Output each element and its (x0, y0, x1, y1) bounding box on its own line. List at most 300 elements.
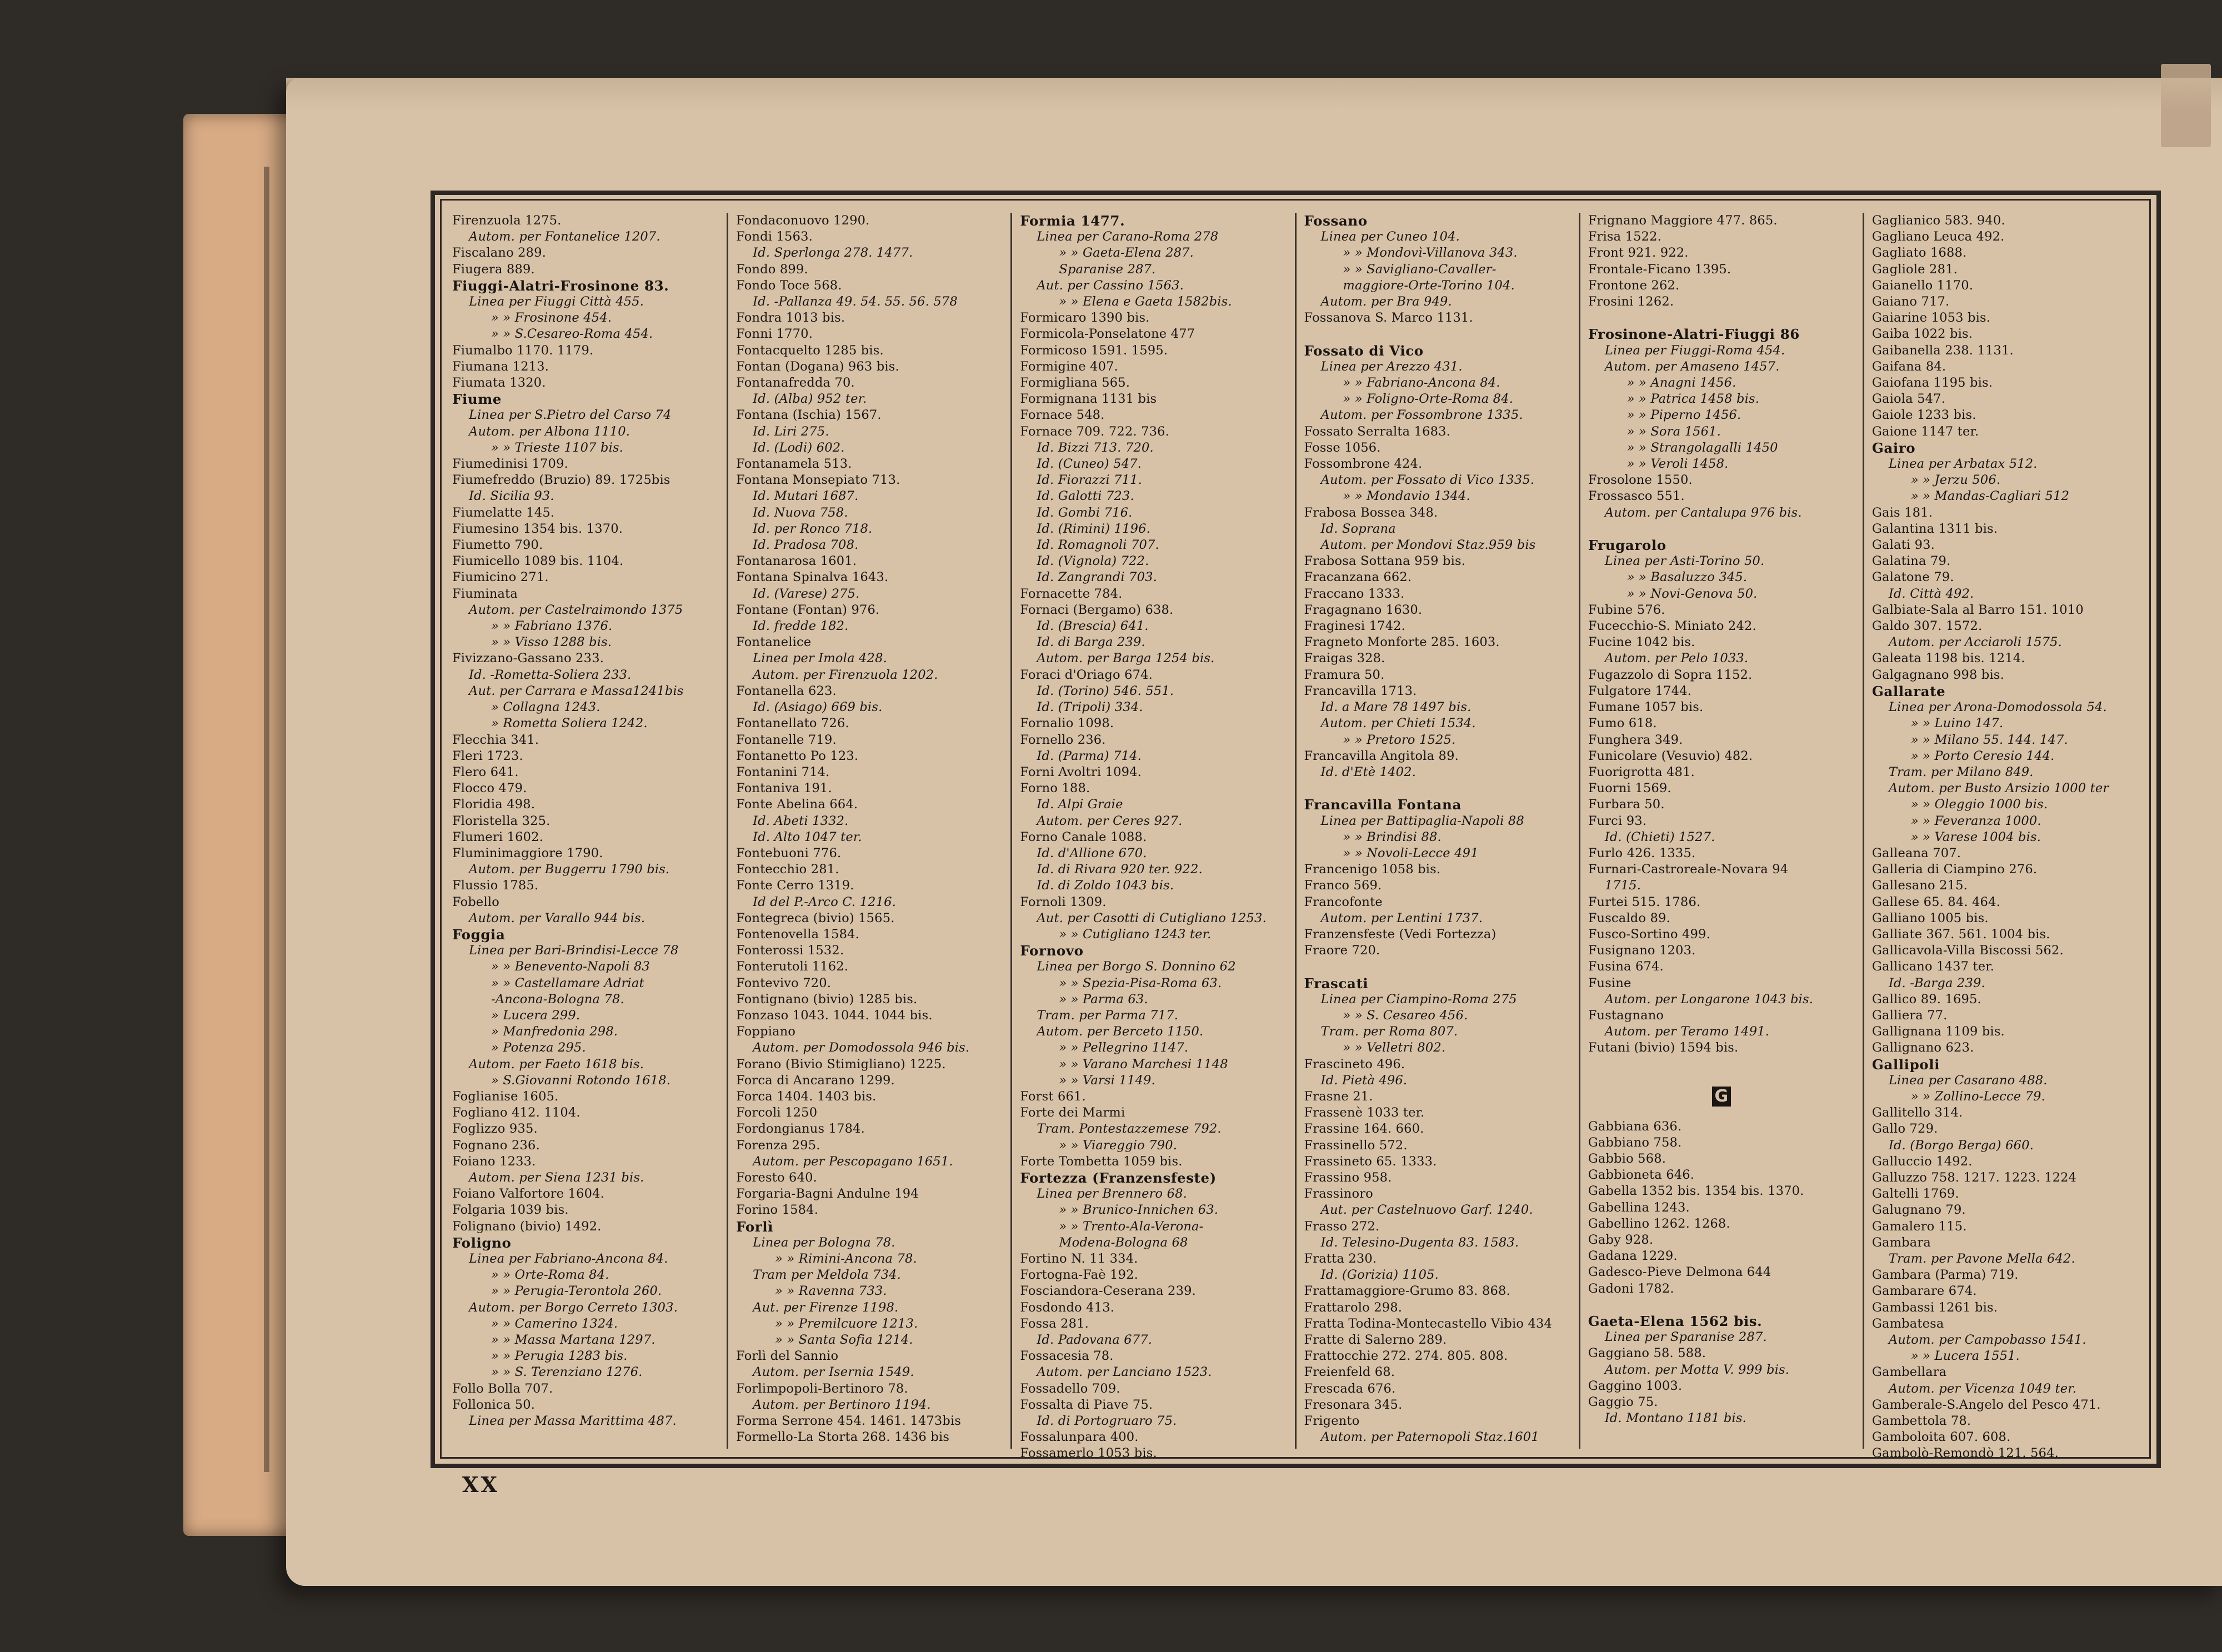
index-entry: Gagliole 281. (1871, 262, 1958, 277)
index-entry: Id. fredde 182. (753, 619, 849, 634)
index-entry: Forca di Ancarano 1299. (736, 1073, 895, 1088)
index-entry: Id. Gombi 716. (1037, 505, 1133, 520)
index-entry: » » Pretoro 1525. (1343, 732, 1456, 747)
index-entry: » S.Giovanni Rotondo 1618. (491, 1073, 671, 1088)
index-heading: Fornovo (1020, 943, 1084, 959)
index-entry: Gabbiana 636. (1588, 1119, 1682, 1134)
index-heading: Frugarolo (1588, 537, 1666, 554)
index-entry: Gabellino 1262. 1268. (1588, 1216, 1730, 1231)
index-entry: » Collagna 1243. (491, 700, 600, 715)
timetable-index (444, 213, 2146, 1461)
index-entry: Galtelli 1769. (1871, 1187, 1959, 1202)
index-entry (1304, 780, 1571, 797)
index-entry: Frassine 164. 660. (1304, 1122, 1424, 1137)
index-entry: Fontevivo 720. (736, 975, 832, 990)
index-entry: Forca 1404. 1403 bis. (736, 1089, 877, 1104)
index-entry: Gaiba 1022 bis. (1871, 327, 1973, 342)
index-entry: Fiuminata (452, 586, 518, 601)
index-entry: » » Trieste 1107 bis. (491, 440, 624, 455)
index-entry: -Ancona-Bologna 78. (491, 992, 624, 1007)
index-entry: Fiumesino 1354 bis. 1370. (452, 521, 623, 536)
index-entry: Forni Avoltri 1094. (1020, 764, 1142, 779)
index-entry: Linea per Massa Marittima 487. (469, 1414, 677, 1429)
index-entry: Fumo 618. (1588, 716, 1657, 731)
index-entry: Aut. per Carrara e Massa1241bis (469, 683, 684, 698)
index-entry: Linea per Fiuggi Città 455. (469, 294, 644, 309)
index-entry: Fognano 236. (452, 1138, 540, 1153)
index-entry: Tram. per Parma 717. (1037, 1008, 1179, 1023)
index-entry: Fontebuoni 776. (736, 845, 842, 860)
index-entry: Id. Telesino-Dugenta 83. 1583. (1320, 1235, 1519, 1250)
index-entry: Linea per Arbatax 512. (1888, 457, 2038, 472)
index-entry: » » Orte-Roma 84. (491, 1268, 609, 1283)
index-entry: Fontaniva 191. (736, 781, 832, 796)
index-entry: Fossacesia 78. (1020, 1349, 1114, 1364)
index-heading: Fossano (1304, 213, 1368, 229)
index-entry: Gaby 928. (1588, 1232, 1654, 1247)
index-entry: Follonica 50. (452, 1397, 536, 1412)
index-entry: Galleana 707. (1871, 845, 1961, 860)
index-entry: Gabbiano 758. (1588, 1135, 1682, 1150)
index-entry: Folignano (bivio) 1492. (452, 1219, 602, 1234)
index-entry: Autom. per Firenzuola 1202. (753, 667, 938, 682)
index-entry: Aut. per Cassino 1563. (1037, 278, 1184, 293)
index-entry: Fontana Monsepiato 713. (736, 473, 900, 488)
index-entry: Id. -Rometta-Soliera 233. (469, 667, 632, 682)
index-entry: Fossalunpara 400. (1020, 1430, 1139, 1445)
index-entry: Fontana Spinalva 1643. (736, 570, 889, 585)
index-entry: Id. Galotti 723. (1037, 489, 1134, 504)
index-entry: » » Perugia 1283 bis. (491, 1349, 628, 1364)
index-entry: Fuorni 1569. (1588, 781, 1671, 796)
index-entry: » » Veroli 1458. (1627, 457, 1729, 472)
index-entry: Gambellara (1871, 1365, 1947, 1380)
index-column (1580, 213, 1864, 1449)
index-entry: Linea per Bologna 78. (753, 1235, 895, 1250)
index-entry: » » Benevento-Napoli 83 (491, 959, 650, 974)
index-entry: Gaione 1147 ter. (1871, 424, 1979, 439)
index-entry (1304, 326, 1571, 342)
index-entry: Id. Romagnoli 707. (1037, 538, 1159, 553)
index-entry: Tram per Meldola 734. (753, 1268, 902, 1283)
index-entry: » » Frosinone 454. (491, 311, 612, 326)
index-entry: Gaibanella 238. 1131. (1871, 343, 2014, 358)
index-entry: Fornacette 784. (1020, 586, 1123, 601)
index-entry: Futani (bivio) 1594 bis. (1588, 1040, 1739, 1055)
index-entry: Linea per Arona-Domodossola 54. (1888, 700, 2107, 715)
index-entry: Autom. per Paternopoli Staz.1601 (1320, 1430, 1539, 1445)
index-entry: Galdo 307. 1572. (1871, 619, 1983, 634)
index-entry: Francavilla Angitola 89. (1304, 748, 1459, 763)
index-entry: » » S. Terenziano 1276. (491, 1365, 643, 1380)
index-entry: Flero 641. (452, 764, 519, 779)
index-entry: Autom. per Acciaroli 1575. (1888, 635, 2062, 650)
index-entry: Gaglianico 583. 940. (1871, 213, 2005, 228)
index-entry: Fusignano 1203. (1588, 943, 1696, 958)
index-entry: Forino 1584. (736, 1203, 819, 1218)
index-column (1012, 213, 1296, 1461)
index-entry: Fiumana 1213. (452, 359, 549, 374)
index-entry: Autom. per Faeto 1618 bis. (469, 1057, 644, 1072)
index-entry: Frigento (1304, 1414, 1360, 1429)
index-entry (1304, 959, 1571, 975)
index-entry: Id. a Mare 78 1497 bis. (1320, 700, 1472, 715)
index-entry: » » Novi-Genova 50. (1627, 586, 1758, 601)
index-entry: Fosse 1056. (1304, 440, 1381, 455)
index-entry: Id. Sicilia 93. (469, 489, 554, 504)
index-entry: Forlimpopoli-Bertinoro 78. (736, 1381, 908, 1396)
index-entry: Linea per Borgo S. Donnino 62 (1037, 959, 1236, 974)
index-entry: Foppiano (736, 1024, 796, 1039)
index-entry: Frattocchie 272. 274. 805. 808. (1304, 1349, 1508, 1364)
index-entry: Forst 661. (1020, 1089, 1086, 1104)
index-heading: Gallarate (1871, 683, 1946, 699)
index-entry: Formignana 1131 bis (1020, 392, 1157, 407)
index-entry: Id. (Cuneo) 547. (1037, 457, 1142, 472)
index-entry: Autom. per Lentini 1737. (1320, 910, 1483, 925)
index-entry: Fossa 281. (1020, 1316, 1089, 1331)
index-entry: » » Rimini-Ancona 78. (775, 1251, 917, 1266)
index-entry: » Manfredonia 298. (491, 1024, 618, 1039)
index-entry: Fraginesi 1742. (1304, 619, 1406, 634)
index-entry: » » Mondavio 1344. (1343, 489, 1470, 504)
index-entry: » » Velletri 802. (1343, 1040, 1446, 1055)
index-entry: » » Cutigliano 1243 ter. (1059, 927, 1212, 942)
index-entry: Id. (Lodi) 602. (753, 440, 845, 455)
index-entry: Gambolò-Remondò 121. 564. (1871, 1446, 2059, 1461)
index-entry: » Lucera 299. (491, 1008, 580, 1023)
index-entry: Id. Sperlonga 278. 1477. (753, 246, 913, 261)
index-entry: Fiumicino 271. (452, 570, 549, 585)
index-entry: Foiano 1233. (452, 1154, 536, 1169)
index-entry: Linea per Ciampino-Roma 275 (1320, 992, 1517, 1007)
index-entry: Fiumicello 1089 bis. 1104. (452, 554, 624, 569)
index-entry: Fortogna-Faè 192. (1020, 1268, 1138, 1283)
index-entry: Linea per Imola 428. (753, 651, 887, 666)
index-entry: » » Piperno 1456. (1627, 408, 1741, 423)
index-entry: Frassino 958. (1304, 1170, 1392, 1185)
index-entry: Foraci d'Oriago 674. (1020, 667, 1153, 682)
index-entry: Gaiole 1233 bis. (1871, 408, 1976, 423)
index-entry: Gallignana 1109 bis. (1871, 1024, 2005, 1039)
index-heading: Foggia (452, 926, 506, 943)
index-entry: Fornace 709. 722. 736. (1020, 424, 1169, 439)
index-entry: Tram. Pontestazzemese 792. (1037, 1122, 1222, 1137)
index-entry: Fiumalbo 1170. 1179. (452, 343, 594, 358)
index-entry: Galugnano 79. (1871, 1203, 1966, 1218)
index-entry: Frabosa Sottana 959 bis. (1304, 554, 1466, 569)
index-entry: Fontanini 714. (736, 764, 830, 779)
index-entry: Flecchia 341. (452, 732, 539, 747)
index-entry: » » Foligno-Orte-Roma 84. (1343, 392, 1514, 407)
index-entry: Frattamaggiore-Grumo 83. 868. (1304, 1284, 1510, 1299)
page-number: XX (462, 1472, 499, 1497)
index-entry: Gambara (Parma) 719. (1871, 1268, 2019, 1283)
index-entry: Fratta 230. (1304, 1251, 1377, 1266)
index-entry: Frosolone 1550. (1588, 473, 1693, 488)
index-entry: Gagliano Leuca 492. (1871, 229, 2005, 244)
index-entry: Galgagnano 998 bis. (1871, 667, 2004, 682)
index-entry: Fontignano (bivio) 1285 bis. (736, 992, 918, 1007)
index-entry: Fontan (Dogana) 963 bis. (736, 359, 899, 374)
index-entry: Id. Fiorazzi 711. (1037, 473, 1143, 488)
index-entry: Foglizzo 935. (452, 1122, 538, 1137)
index-entry: Gabbio 568. (1588, 1151, 1666, 1166)
index-entry: Fontanetto Po 123. (736, 748, 859, 763)
index-entry: » » Camerino 1324. (491, 1316, 618, 1331)
index-entry: » » Varese 1004 bis. (1910, 829, 2041, 844)
index-entry: Fiugera 889. (452, 262, 535, 277)
index-entry: 1715. (1604, 878, 1642, 893)
index-entry: Autom. per Pescopagano 1651. (753, 1154, 953, 1169)
index-entry: Gaifana 84. (1871, 359, 1946, 374)
index-column (728, 213, 1012, 1449)
back-page-rule (264, 167, 269, 1472)
index-entry: » » Perugia-Terontola 260. (491, 1284, 662, 1299)
index-entry: Foresto 640. (736, 1170, 817, 1185)
index-entry: Aut. per Casotti di Cutigliano 1253. (1037, 910, 1267, 925)
index-entry: Fleri 1723. (452, 748, 523, 763)
index-entry: Gallitello 314. (1871, 1105, 1963, 1120)
index-entry: Fubine 576. (1588, 602, 1665, 617)
index-entry: Galliate 367. 561. 1004 bis. (1871, 927, 2050, 942)
index-entry: Id. di Portogruaro 75. (1037, 1414, 1177, 1429)
index-entry: Fragneto Monforte 285. 1603. (1304, 635, 1500, 650)
index-entry: Frisa 1522. (1588, 229, 1662, 244)
index-entry: Autom. per Campobasso 1541. (1888, 1333, 2086, 1348)
index-entry: Id. Città 492. (1888, 586, 1974, 601)
index-entry: Fornaci (Bergamo) 638. (1020, 602, 1174, 617)
index-entry: Gallico 89. 1695. (1871, 992, 1981, 1007)
index-entry: Id. di Zoldo 1043 bis. (1037, 878, 1174, 893)
index-entry: Fresonara 345. (1304, 1397, 1403, 1412)
index-entry: Fracanzana 662. (1304, 570, 1412, 585)
index-entry: Linea per Asti-Torino 50. (1604, 554, 1765, 569)
index-entry: Fiumelatte 145. (452, 505, 555, 520)
index-entry: Formicaro 1390 bis. (1020, 311, 1150, 326)
index-entry: Front 921. 922. (1588, 246, 1689, 261)
index-entry: » Potenza 295. (491, 1040, 586, 1055)
index-entry: Galantina 1311 bis. (1871, 521, 1998, 536)
index-entry: Frassinoro (1304, 1187, 1373, 1202)
index-entry: Fivizzano-Gassano 233. (452, 651, 604, 666)
index-entry: Galbiate-Sala al Barro 151. 1010 (1871, 602, 2084, 617)
index-entry: Fragagnano 1630. (1304, 602, 1423, 617)
index-entry: Tram. per Pavone Mella 642. (1888, 1251, 2075, 1266)
index-entry: Id. (Rimini) 1196. (1037, 521, 1151, 536)
index-entry: » » Castellamare Adriat (491, 975, 644, 990)
index-entry: Autom. per Isernia 1549. (753, 1365, 914, 1380)
index-entry: Fratte di Salerno 289. (1304, 1333, 1447, 1348)
index-entry: Floridia 498. (452, 797, 536, 812)
index-entry: Autom. per Borgo Cerreto 1303. (469, 1300, 678, 1315)
index-entry: Galati 93. (1871, 538, 1935, 553)
index-column (1297, 213, 1580, 1449)
index-entry: maggiore-Orte-Torino 104. (1343, 278, 1515, 293)
index-entry: Autom. per Cantalupa 976 bis. (1604, 505, 1802, 520)
index-entry: Autom. per Bra 949. (1320, 294, 1452, 309)
index-entry: Frontone 262. (1588, 278, 1680, 293)
index-entry: Gaggio 75. (1588, 1395, 1658, 1410)
index-entry: Fiumetto 790. (452, 538, 543, 553)
index-entry: Gamberale-S.Angelo del Pesco 471. (1871, 1397, 2101, 1412)
index-entry: Fontacquelto 1285 bis. (736, 343, 884, 358)
index-entry: Gaiofana 1195 bis. (1871, 376, 1993, 391)
index-entry: Id. Bizzi 713. 720. (1037, 440, 1154, 455)
index-entry: Linea per Sparanise 287. (1604, 1330, 1767, 1345)
index-heading: Fossato di Vico (1304, 342, 1424, 359)
index-entry: Framura 50. (1304, 667, 1385, 682)
index-entry: Franzensfeste (Vedi Fortezza) (1304, 927, 1497, 942)
index-entry: » » Mandas-Cagliari 512 (1910, 489, 2070, 504)
index-entry: Id. (Parma) 714. (1037, 748, 1142, 763)
index-entry: Linea per Arezzo 431. (1320, 359, 1463, 374)
index-entry: Autom. per Ceres 927. (1037, 813, 1183, 828)
index-entry: Flussio 1785. (452, 878, 539, 893)
index-entry: » » Zollino-Lecce 79. (1910, 1089, 2046, 1104)
index-entry: Forgaria-Bagni Andulne 194 (736, 1187, 919, 1202)
index-entry: » » Premilcuore 1213. (775, 1316, 918, 1331)
index-entry: Gaiano 717. (1871, 294, 1950, 309)
index-entry: Autom. per Buggerru 1790 bis. (469, 862, 670, 877)
index-entry: Autom. per Chieti 1534. (1320, 716, 1476, 731)
index-entry: Id. Nuova 758. (753, 505, 848, 520)
index-entry: Tram. per Milano 849. (1888, 764, 2034, 779)
index-entry: Fontecchio 281. (736, 862, 839, 877)
index-entry: Id. (Brescia) 641. (1037, 619, 1149, 634)
index-entry: Id. Zangrandi 703. (1037, 570, 1157, 585)
index-entry: Fontanafredda 70. (736, 376, 855, 391)
index-entry: Fossanova S. Marco 1131. (1304, 311, 1473, 326)
index-entry: Fortino N. 11 334. (1020, 1251, 1138, 1266)
index-entry: Forenza 295. (736, 1138, 820, 1153)
index-entry: » » Sora 1561. (1627, 424, 1721, 439)
index-entry: Id. d'Allione 670. (1037, 845, 1147, 860)
index-entry: Fuorigrotta 481. (1588, 764, 1695, 779)
index-entry: Id. (Gorizia) 1105. (1320, 1268, 1439, 1283)
index-entry: Gallesano 215. (1871, 878, 1968, 893)
index-entry: Gadoni 1782. (1588, 1281, 1674, 1296)
index-entry: Id. (Torino) 546. 551. (1037, 683, 1174, 698)
index-entry: Galluccio 1492. (1871, 1154, 1973, 1169)
index-entry: Id. Liri 275. (753, 424, 829, 439)
index-entry: Forma Serrone 454. 1461. 1473bis (736, 1414, 962, 1429)
index-entry: » » Varsi 1149. (1059, 1073, 1155, 1088)
index-entry: Fraigas 328. (1304, 651, 1385, 666)
index-entry: » » Pellegrino 1147. (1059, 1040, 1189, 1055)
index-entry: » » Santa Sofia 1214. (775, 1333, 913, 1348)
index-entry: Galeata 1198 bis. 1214. (1871, 651, 2025, 666)
index-entry: Id. (Asiago) 669 bis. (753, 700, 883, 715)
index-entry: Gais 181. (1871, 505, 1933, 520)
index-entry: Id. Pradosa 708. (753, 538, 859, 553)
index-entry: Fontenovella 1584. (736, 927, 859, 942)
index-entry: Fornello 236. (1020, 732, 1106, 747)
index-entry: Autom. per Fontanelice 1207. (469, 229, 660, 244)
index-entry: Fossalta di Piave 75. (1020, 1397, 1153, 1412)
index-entry: Id. (Varese) 275. (753, 586, 860, 601)
index-heading: Fortezza (Franzensfeste) (1020, 1169, 1217, 1186)
index-entry: Foiano Valfortore 1604. (452, 1187, 604, 1202)
index-entry: Fontanella 623. (736, 683, 837, 698)
index-entry: Galatone 79. (1871, 570, 1954, 585)
index-entry: Fumane 1057 bis. (1588, 700, 1704, 715)
index-entry: Id. d'Etè 1402. (1320, 764, 1417, 779)
index-entry: » » Spezia-Pisa-Roma 63. (1059, 975, 1222, 990)
index-entry: Fondo Toce 568. (736, 278, 842, 293)
index-entry: Forte dei Marmi (1020, 1105, 1125, 1120)
index-entry: Linea per Bari-Brindisi-Lecce 78 (469, 943, 679, 958)
index-entry: » » S.Cesareo-Roma 454. (491, 327, 653, 342)
index-entry: Frattarolo 298. (1304, 1300, 1403, 1315)
index-entry: Gamalero 115. (1871, 1219, 1967, 1234)
index-heading: Fiuggi-Alatri-Frosinone 83. (452, 277, 669, 294)
index-entry: Gaiola 547. (1871, 392, 1946, 407)
index-entry: Id. (Tripoli) 334. (1037, 700, 1143, 715)
index-entry: Fontanamela 513. (736, 457, 852, 472)
index-entry: Gallicano 1437 ter. (1871, 959, 1995, 974)
index-entry: Frasso 272. (1304, 1219, 1380, 1234)
index-entry: Forno 188. (1020, 781, 1090, 796)
index-entry: Linea per Carano-Roma 278 (1037, 229, 1219, 244)
index-entry: Id. Soprana (1320, 521, 1396, 536)
index-entry: Frignano Maggiore 477. 865. (1588, 213, 1778, 228)
index-entry: Frassenè 1033 ter. (1304, 1105, 1425, 1120)
index-entry: Fondra 1013 bis. (736, 311, 845, 326)
index-entry: Fontana (Ischia) 1567. (736, 408, 882, 423)
index-entry (1588, 310, 1855, 326)
index-entry: Autom. per Barga 1254 bis. (1037, 651, 1215, 666)
index-entry: » » Porto Ceresio 144. (1910, 748, 2055, 763)
index-entry: Forlì del Sannio (736, 1349, 839, 1364)
index-entry: Fondaconuovo 1290. (736, 213, 870, 228)
index-entry: Sparanise 287. (1059, 262, 1156, 277)
index-heading: Gallipoli (1871, 1056, 1940, 1073)
index-entry: Francavilla 1713. (1304, 683, 1417, 698)
index-entry: Id. Montano 1181 bis. (1604, 1411, 1746, 1426)
index-entry: Frassineto 65. 1333. (1304, 1154, 1437, 1169)
index-entry: Id. di Barga 239. (1037, 635, 1145, 650)
index-entry: Formicola-Ponselatone 477 (1020, 327, 1195, 342)
index-entry: Autom. per Varallo 944 bis. (469, 910, 645, 925)
index-entry: Forno Canale 1088. (1020, 829, 1147, 844)
index-entry: Francenigo 1058 bis. (1304, 862, 1441, 877)
index-entry: Modena-Bologna 68 (1059, 1235, 1188, 1250)
index-entry: Gambettola 78. (1871, 1414, 1971, 1429)
index-entry: Fontanelice (736, 635, 812, 650)
index-entry: Francofonte (1304, 894, 1383, 909)
index-entry: Fontegreca (bivio) 1565. (736, 910, 895, 925)
index-entry: Fosdondo 413. (1020, 1300, 1115, 1315)
index-entry: Id. (Borgo Berga) 660. (1888, 1138, 2034, 1153)
index-entry: Forano (Bivio Stimigliano) 1225. (736, 1057, 946, 1072)
index-entry: Autom. per Domodossola 946 bis. (753, 1040, 970, 1055)
index-heading: Frosinone-Alatri-Fiuggi 86 (1588, 326, 1800, 343)
index-entry: Autom. per Busto Arsizio 1000 ter (1888, 781, 2109, 796)
index-entry: Fonni 1770. (736, 327, 813, 342)
index-entry: Forte Tombetta 1059 bis. (1020, 1154, 1183, 1169)
index-entry: Fonte Abelina 664. (736, 797, 858, 812)
index-entry: Gabellina 1243. (1588, 1200, 1690, 1215)
index-entry: Formello-La Storta 268. 1436 bis (736, 1430, 950, 1445)
index-entry: Fonterossi 1532. (736, 943, 844, 958)
index-entry: Fornoli 1309. (1020, 894, 1107, 909)
index-entry: Frabosa Bossea 348. (1304, 505, 1438, 520)
page-shading (286, 78, 2222, 111)
index-entry: Fuscaldo 89. (1588, 910, 1670, 925)
index-entry: Gambassi 1261 bis. (1871, 1300, 1998, 1315)
index-entry: Galliera 77. (1871, 1008, 1948, 1023)
